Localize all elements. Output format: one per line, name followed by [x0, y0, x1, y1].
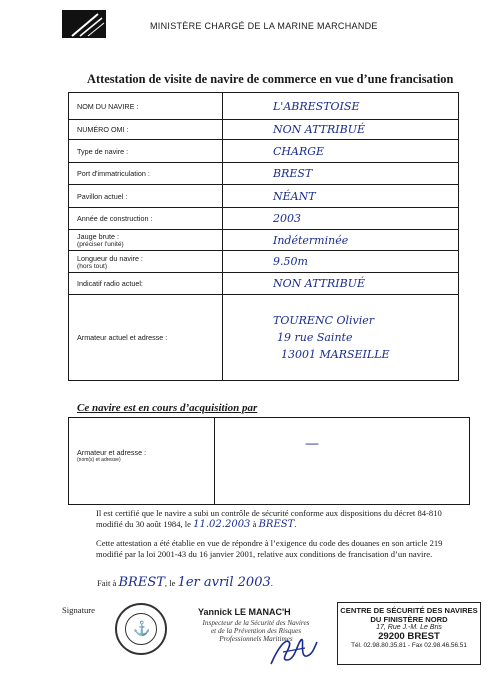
field-value-owner: [223, 295, 459, 381]
certification-paragraph: Il est certifié que le navire a subi un contrôle de sécurité conforme aux dispositions du décret 84-810 modifié du 30 août 1984, le 11.02.2003 à BREST.: [96, 508, 442, 530]
ministry-heading: MINISTÈRE CHARGÉ DE LA MARINE MARCHANDE: [150, 21, 378, 31]
ministry-logo: [62, 10, 106, 38]
field-value-tonnage: Indéterminée: [223, 230, 459, 251]
acquisition-label-cell: [69, 418, 215, 505]
signature-label: Signature: [62, 605, 95, 615]
field-value-year: 2003: [223, 208, 459, 230]
field-label-radio: Indicatif radio actuel:: [69, 273, 223, 295]
done-date: 1er avril 2003: [177, 575, 271, 590]
document-title: Attestation de visite de navire de commerce en vue d’une francisation: [87, 72, 454, 86]
field-value-imo: NON ATTRIBUÉ: [223, 120, 459, 140]
owner-line: 13001 MARSEILLE: [281, 348, 390, 361]
field-value-flag: NÉANT: [223, 185, 459, 208]
acquisition-table: [68, 417, 470, 505]
field-value-length: 9.50m: [223, 251, 459, 273]
field-label-tonnage: Jauge brute : (préciser l'unité): [69, 230, 223, 251]
acquisition-title: Ce navire est en cours d’acquisition par: [77, 402, 258, 414]
field-value-radio: NON ATTRIBUÉ: [223, 273, 459, 295]
ship-info-table: [68, 92, 459, 381]
field-label-length: Longueur du navire : (hors tout): [69, 251, 223, 273]
inspection-place: BREST: [258, 519, 295, 530]
anchor-icon: ⚓: [133, 620, 151, 636]
owner-line: TOURENC Olivier: [273, 314, 375, 327]
acquisition-label: Armateur et adresse :: [77, 448, 147, 457]
acquisition-label-small: (nom(s) et adresse): [77, 457, 121, 463]
field-value-name: L'ABRESTOISE: [223, 93, 459, 120]
official-seal: [115, 603, 167, 655]
acquisition-value-cell: [215, 418, 470, 505]
field-label-year: Année de construction :: [69, 208, 223, 230]
done-at-line: Fait à BREST, le 1er avril 2003.: [97, 575, 273, 590]
center-stamp: CENTRE DE SÉCURITÉ DES NAVIRES DU FINISTÈRE NORD 17, Rue J.-M. Le Bris 29200 BREST Tél. 02.98.80.35.81 - Fax 02.98.46.56.51: [337, 602, 481, 665]
field-label-owner: Armateur actuel et adresse :: [69, 295, 223, 381]
acquisition-value: —: [305, 436, 319, 452]
field-value-type: CHARGE: [223, 140, 459, 163]
handwritten-signature: [265, 630, 320, 670]
inspector-name: Yannick LE MANAC'H: [198, 607, 291, 617]
field-label-port: Port d'immatriculation :: [69, 163, 223, 185]
field-label-name: NOM DU NAVIRE :: [69, 93, 223, 120]
field-value-port: BREST: [223, 163, 459, 185]
field-label-flag: Pavillon actuel :: [69, 185, 223, 208]
field-label-type: Type de navire :: [69, 140, 223, 163]
inspector-title: Inspecteur de la Sécurité des Navires et de la Prévention des Risques Professionnels Maritimes: [202, 619, 310, 643]
legal-paragraph: Cette attestation a été établie en vue de répondre à l’exigence du code des douanes en son article 219 modifié par la loi 2001-43 du 16 janvier 2001, relative aux conditions de francisation d’un navire.: [96, 538, 443, 559]
field-label-imo: NUMÉRO OMI :: [69, 120, 223, 140]
inspection-date: 11.02.2003: [193, 519, 251, 530]
done-place: BREST: [118, 575, 165, 590]
owner-line: 19 rue Sainte: [277, 331, 353, 344]
